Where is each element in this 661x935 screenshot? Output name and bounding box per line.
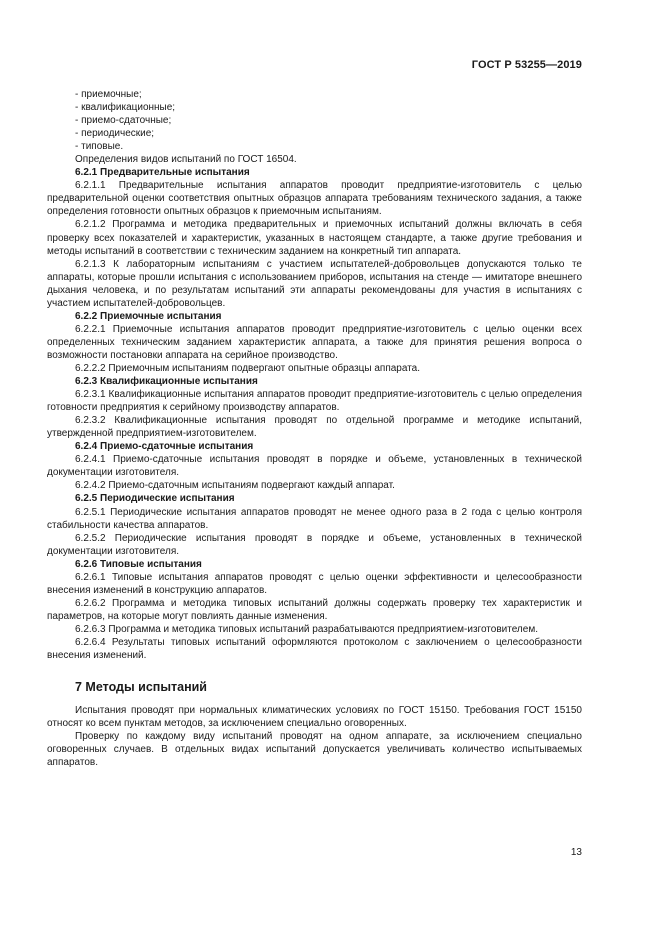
subsection-heading: 6.2.6 Типовые испытания [75, 558, 202, 570]
paragraph: 6.2.5.2 Периодические испытания проводят в порядке и объеме, установленных в технической документации изготовителя. [47, 532, 582, 557]
section-7-paragraph: Испытания проводят при нормальных климатических условиях по ГОСТ 15150. Требования ГОСТ 15150 относят ко всем пунктам методов, за исключением специально оговоренных. [47, 705, 582, 730]
subsection-heading: 6.2.3 Квалификационные испытания [75, 376, 258, 388]
paragraph: 6.2.6.2 Программа и методика типовых испытаний должны содержать проверку тех характеристик и параметров, на которые могут повлиять данные изменения. [47, 597, 582, 622]
list-item: - приемочные; [75, 89, 142, 100]
subsection-heading: 6.2.5 Периодические испытания [75, 493, 235, 505]
section-7-paragraph: Проверку по каждому виду испытаний проводят на одном аппарате, за исключением специально оговоренных случаев. В отдельных видах испытаний допускается увеличивать количество испытываемых аппаратов. [47, 731, 582, 769]
paragraph: 6.2.6.4 Результаты типовых испытаний оформляются протоколом с заключением о целесообразности внесения изменений. [47, 636, 582, 662]
definitions-note: Определения видов испытаний по ГОСТ 16504. [75, 154, 297, 166]
subsection-6-2 [47, 166, 582, 662]
paragraph: 6.2.2.2 Приемочным испытаниям подвергают опытные образцы аппарата. [75, 362, 421, 374]
paragraph: 6.2.3.1 Квалификационные испытания аппаратов проводит предприятие-изготовитель с целью определения готовности предприятия к серийному производству аппаратов. [47, 389, 582, 414]
paragraph: 6.2.4.2 Приемо-сдаточным испытаниям подвергают каждый аппарат. [75, 480, 395, 492]
subsection-heading: 6.2.1 Предварительные испытания [75, 167, 250, 179]
document-body [47, 88, 582, 769]
list-item: - приемо-сдаточные; [75, 115, 172, 127]
list-item: - периодические; [75, 128, 155, 140]
list-item: - типовые. [75, 141, 124, 153]
test-types-list [47, 88, 582, 153]
paragraph: 6.2.4.1 Приемо-сдаточные испытания проводят в порядке и объеме, установленных в технической документации изготовителя. [47, 454, 582, 479]
paragraph: 6.2.1.3 К лабораторным испытаниям с участием испытателей-добровольцев допускаются только те аппараты, которые прошли испытания с использованием приборов, испытания на стенде — имитаторе внешнего дыхания человека, и по результатам испытаний эти аппараты рекомендованы для участия в испытаниях с участием испытателей-добровольцев. [47, 258, 582, 309]
paragraph: 6.2.1.2 Программа и методика предварительных и приемочных испытаний должны включать в себя проверку всех показателей и характеристик, указанных в настоящем стандарте, а также другие требования и методы испытаний в соответствии с техническим заданием на конкретный тип аппарата. [47, 219, 582, 257]
paragraph: 6.2.5.1 Периодические испытания аппаратов проводят не менее одного раза в 2 года с целью контроля стабильности качества аппаратов. [47, 506, 582, 531]
document-id-header: ГОСТ Р 53255—2019 [471, 59, 582, 71]
subsection-heading: 6.2.4 Приемо-сдаточные испытания [75, 441, 254, 453]
paragraph: 6.2.6.3 Программа и методика типовых испытаний разрабатываются предприятием-изготовителем. [75, 623, 538, 635]
subsection-heading: 6.2.2 Приемочные испытания [75, 310, 222, 322]
list-item: - квалификационные; [75, 102, 176, 114]
paragraph: 6.2.2.1 Приемочные испытания аппаратов проводит предприятие-изготовитель с целью оценки всех определенных техническим заданием характеристик аппарата, а также для принятия решения вопроса о возможности постановки аппарата на серийное производство. [47, 323, 582, 361]
paragraph: 6.2.6.1 Типовые испытания аппаратов проводят с целью оценки эффективности и целесообразности внесения изменений в конструкцию аппаратов. [47, 571, 582, 596]
paragraph: 6.2.3.2 Квалификационные испытания проводят по отдельной программе и методике испытаний, утвержденной предприятием-изготовителем. [47, 415, 582, 440]
section-7-title: 7 Методы испытаний [75, 680, 207, 695]
page-number: 13 [570, 847, 582, 858]
paragraph: 6.2.1.1 Предварительные испытания аппаратов проводит предприятие-изготовитель с целью предварительной оценки соответствия опытных образцов аппарата требованиям технического задания, а также определения готовности опытных образцов к приемочным испытаниям. [47, 180, 582, 218]
